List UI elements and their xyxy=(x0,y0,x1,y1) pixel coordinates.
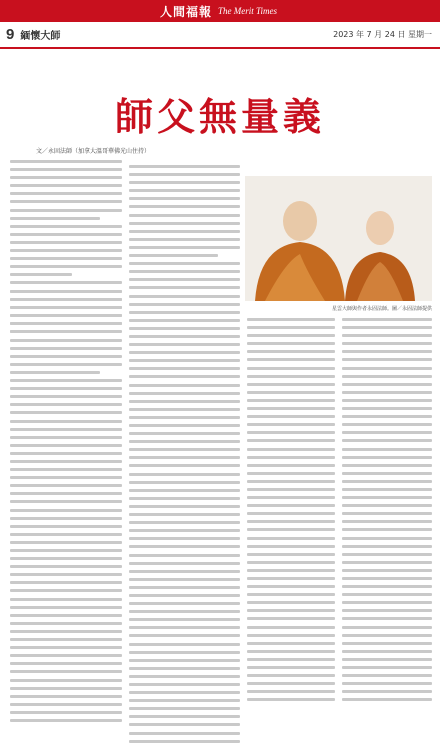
article-headline: 師父無量義 xyxy=(114,94,325,139)
article-author: 文／永固法師（加拿大溫哥華佛光山住持） xyxy=(36,148,151,155)
section-title: 緬懷大師 xyxy=(20,31,61,42)
page-number: 9 xyxy=(6,26,15,43)
body-column-4 xyxy=(342,318,432,707)
photo-of-two-monks xyxy=(245,176,432,301)
newspaper-logo: 人間福報 xyxy=(160,4,213,19)
page-header xyxy=(0,22,440,49)
photo-caption: 星雲大師與作者永固法師。圖／永固法師提供 xyxy=(331,306,432,312)
newspaper-logo-english: The Merit Times xyxy=(218,6,278,16)
issue-date: 2023 年 7 月 24 日 星期一 xyxy=(333,30,432,39)
body-column-1b xyxy=(10,290,122,727)
body-column-3 xyxy=(247,318,335,707)
newspaper-masthead xyxy=(0,0,440,22)
body-column-2 xyxy=(129,165,240,748)
article-photo xyxy=(245,176,432,301)
